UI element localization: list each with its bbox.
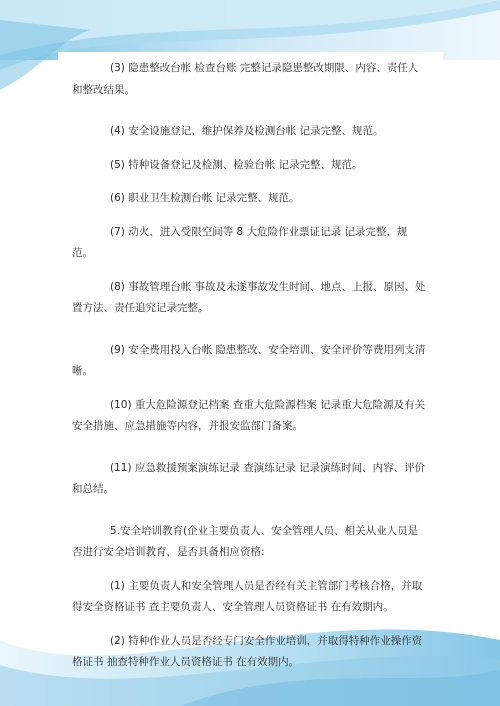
paragraph-3: (3) 隐患整改台帐 检查台账 完整记录隐患整改期限、内容、责任人和整改结果。: [72, 62, 419, 96]
section-5-heading: 5.安全培训教育(企业主要负责人、安全管理人员、相关从业人员是否进行安全培训教育，是否具备相应资格:: [72, 524, 419, 558]
paragraph-6: (6) 职业卫生检测台帐 记录完整、规范。: [110, 192, 300, 204]
document-body: [72, 58, 428, 674]
paragraph-5-2: (2) 特种作业人员是否经专门安全作业培训，并取得特种作业操作资格证书 抽查特种作业人员资格证书 在有效期内。: [72, 634, 423, 668]
paragraph-10: (10) 重大危险源登记档案 查重大危险源档案 记录重大危险源及有关安全措施、应急措施等内容，并报安监部门备案。: [72, 398, 426, 432]
paragraph-5-1: (1) 主要负责人和安全管理人员是否经有关主管部门考核合格，并取得安全资格证书 查主要负责人、安全管理人员资格证书 在有效期内。: [72, 579, 423, 613]
paragraph-8: (8) 事故管理台帐 事故及未遂事故发生时间、地点、上报、原因、处置方法、责任追究记录完整。: [72, 280, 426, 314]
paragraph-4: (4) 安全设施登记、维护保养及检测台帐 记录完整、规范。: [110, 125, 384, 137]
paragraph-7: (7) 动火、进入受限空间等 8 大危险作业票证记录 记录完整、规范。: [72, 225, 408, 259]
paragraph-11: (11) 应急救援预案演练记录 查演练记录 记录演练时间、内容、评价和总结。: [72, 461, 426, 495]
paragraph-9: (9) 安全费用投入台帐 隐患整改、安全培训、安全评价等费用列支清晰。: [72, 343, 426, 377]
paragraph-5: (5) 特种设备登记及检测、检验台帐 记录完整、规范。: [110, 158, 363, 171]
